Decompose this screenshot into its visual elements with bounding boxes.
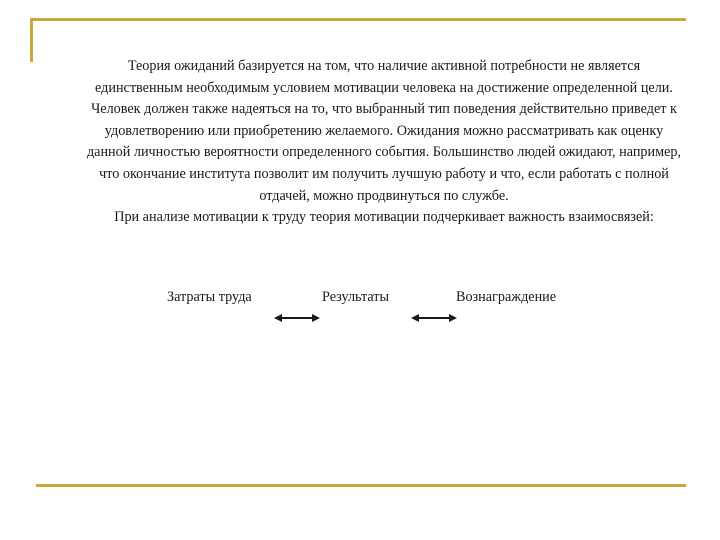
paragraph-theory: Теория ожиданий базируется на том, что наличие активной потребности не является единственным необходимым условием мотивации человека на достижение определенной цели. Человек должен также надеяться на то, что выбранный тип поведения действительно приведет к удовлетворению или приобретению желаемого. Ожидания можно рассматривать как оценку данной личностью вероятности определенного события. Большинство людей ожидают, например, что окончание института позволит им получить лучшую работу и что, если работать с полной отдачей, можно продвинуться по службе. bbox=[86, 58, 682, 204]
frame-bottom-line bbox=[36, 484, 686, 487]
paragraph-relationships: При анализе мотивации к труду теория мотивации подчеркивает важность взаимосвязей: bbox=[114, 209, 654, 226]
label-labor-costs: Затраты труда bbox=[167, 289, 252, 305]
label-reward: Вознаграждение bbox=[456, 289, 557, 305]
label-results: Результаты bbox=[322, 289, 389, 305]
frame-left-line bbox=[30, 18, 33, 62]
slide-body bbox=[84, 56, 684, 229]
double-arrow-icon bbox=[411, 311, 457, 325]
double-arrow-icon bbox=[274, 311, 320, 325]
frame-top-line bbox=[30, 18, 686, 21]
